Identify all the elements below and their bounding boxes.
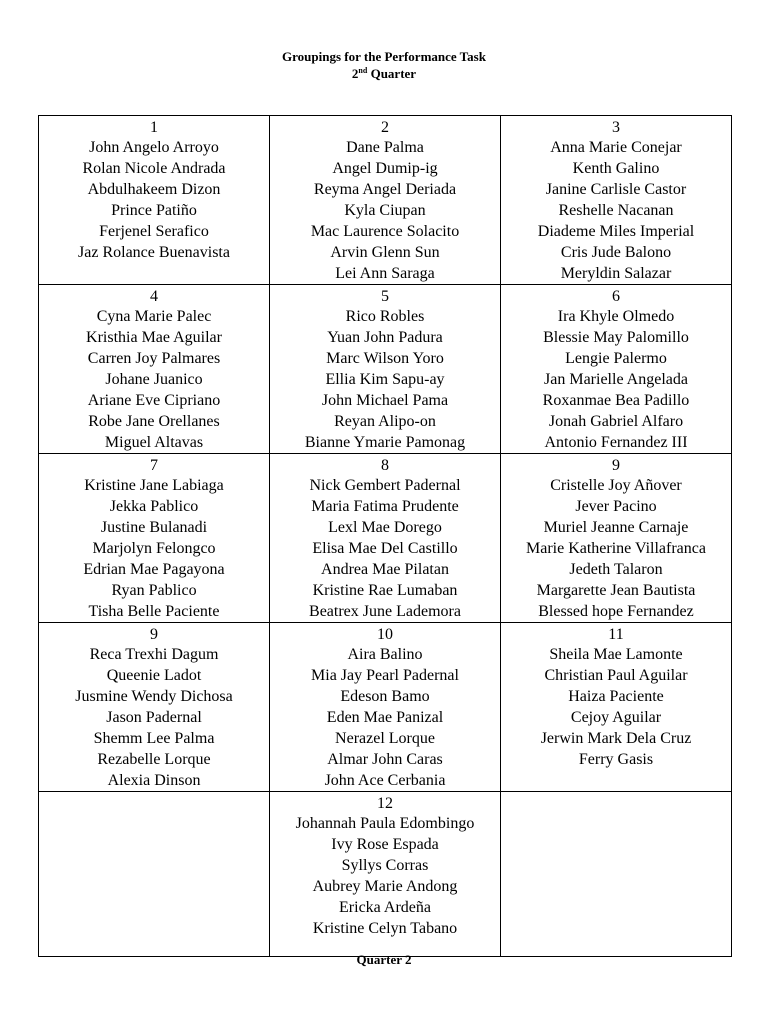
group-member: Christian Paul Aguilar: [544, 667, 688, 684]
group-member: Ferjenel Serafico: [99, 223, 209, 240]
group-number: 6: [612, 288, 620, 305]
group-cell-content: [501, 285, 731, 453]
quarter-word: Quarter: [370, 66, 417, 81]
group-member: Cristelle Joy Añover: [550, 477, 682, 494]
group-member: Ivy Rose Espada: [331, 836, 439, 853]
group-number: 5: [381, 288, 389, 305]
group-member: Roxanmae Bea Padillo: [542, 392, 690, 409]
group-cell-content: [501, 116, 731, 284]
group-member: Sheila Mae Lamonte: [549, 646, 683, 663]
group-cell: [270, 116, 501, 285]
group-member: Anna Marie Conejar: [550, 139, 682, 156]
group-member: Rico Robles: [345, 308, 425, 325]
group-cell-content: [39, 116, 269, 263]
group-member: Kristine Rae Lumaban: [312, 582, 458, 599]
group-member: Antonio Fernandez III: [544, 434, 688, 451]
group-member: Lei Ann Saraga: [335, 265, 435, 282]
group-member: Muriel Jeanne Carnaje: [543, 519, 689, 536]
group-member: Reca Trexhi Dagum: [89, 646, 219, 663]
group-member: Reshelle Nacanan: [558, 202, 674, 219]
group-member: John Angelo Arroyo: [89, 139, 219, 156]
groupings-table-body: [39, 116, 732, 957]
group-member: Meryldin Salazar: [560, 265, 672, 282]
group-member: Elisa Mae Del Castillo: [312, 540, 458, 557]
group-number: 12: [377, 795, 393, 812]
group-member: Nick Gembert Padernal: [309, 477, 461, 494]
group-member: Kristhia Mae Aguilar: [86, 329, 222, 346]
group-member: Jerwin Mark Dela Cruz: [540, 730, 692, 747]
group-member: Cyna Marie Palec: [96, 308, 212, 325]
group-member: Carren Joy Palmares: [87, 350, 221, 367]
quarter-number: 2: [351, 66, 359, 81]
table-row: [39, 792, 732, 957]
group-member: John Ace Cerbania: [324, 772, 446, 789]
group-member: Ericka Ardeña: [339, 899, 431, 916]
group-number: 2: [381, 119, 389, 136]
group-number: 1: [150, 119, 158, 136]
group-number: 9: [150, 626, 158, 643]
group-member: Margarette Jean Bautista: [536, 582, 696, 599]
group-member: Jever Pacino: [575, 498, 657, 515]
table-row: [39, 285, 732, 454]
group-member: Prince Patiño: [111, 202, 197, 219]
group-number: 8: [381, 457, 389, 474]
groupings-table: [38, 115, 732, 957]
group-member: Marc Wilson Yoro: [326, 350, 444, 367]
group-member: Jusmine Wendy Dichosa: [75, 688, 233, 705]
group-member: Maria Fatima Prudente: [311, 498, 459, 515]
group-cell: [501, 116, 732, 285]
document-title-block: [0, 48, 768, 82]
group-member: Beatrex June Lademora: [309, 603, 461, 620]
group-cell: [501, 285, 732, 454]
group-number: 11: [608, 626, 624, 643]
group-member: Ira Khyle Olmedo: [557, 308, 675, 325]
group-member: Jason Padernal: [106, 709, 202, 726]
group-member: Alexia Dinson: [107, 772, 201, 789]
group-member: Kristine Jane Labiaga: [84, 477, 224, 494]
group-member: Jekka Pablico: [109, 498, 199, 515]
group-cell-content: [39, 285, 269, 453]
group-member: Andrea Mae Pilatan: [321, 561, 449, 578]
group-cell: [39, 623, 270, 792]
quarter-ordinal-suffix: nd: [358, 66, 368, 75]
group-member: Nerazel Lorque: [335, 730, 435, 747]
group-member: Cejoy Aguilar: [570, 709, 662, 726]
page-footer: Quarter 2: [356, 952, 412, 967]
group-member: Ariane Eve Cipriano: [87, 392, 221, 409]
group-member: Robe Jane Orellanes: [88, 413, 220, 430]
group-member: Cris Jude Balono: [560, 244, 672, 261]
group-member: Ryan Pablico: [111, 582, 197, 599]
group-cell: [270, 792, 501, 957]
group-member: Kyla Ciupan: [344, 202, 426, 219]
group-cell: [39, 116, 270, 285]
group-cell: [501, 454, 732, 623]
group-member: Aira Balino: [347, 646, 423, 663]
group-member: Eden Mae Panizal: [326, 709, 444, 726]
group-member: Reyan Alipo-on: [334, 413, 436, 430]
group-member: Marie Katherine Villafranca: [526, 540, 706, 557]
group-cell-content: [501, 454, 731, 622]
group-member: Almar John Caras: [327, 751, 443, 768]
group-member: Syllys Corras: [341, 857, 429, 874]
group-cell: [501, 623, 732, 792]
document-title: Groupings for the Performance Task: [282, 49, 486, 64]
group-cell: [39, 454, 270, 623]
group-cell-content: [39, 454, 269, 622]
group-member: Queenie Ladot: [106, 667, 202, 684]
group-member: Abdulhakeem Dizon: [87, 181, 221, 198]
group-member: Shemm Lee Palma: [93, 730, 215, 747]
group-member: Yuan John Padura: [327, 329, 443, 346]
group-member: Janine Carlisle Castor: [545, 181, 687, 198]
group-cell: [270, 623, 501, 792]
group-member: Justine Bulanadi: [100, 519, 208, 536]
group-number: 10: [377, 626, 393, 643]
group-cell-content: [270, 454, 500, 622]
empty-cell: [39, 792, 270, 957]
group-member: Jan Marielle Angelada: [544, 371, 688, 388]
empty-cell: [501, 792, 732, 957]
group-member: Miguel Altavas: [104, 434, 204, 451]
group-cell-content: [270, 116, 500, 284]
document-subtitle: [0, 65, 768, 82]
group-member: Rolan Nicole Andrada: [82, 160, 226, 177]
group-cell-content: [39, 623, 269, 791]
group-member: Jonah Gabriel Alfaro: [548, 413, 684, 430]
group-member: Diademe Miles Imperial: [537, 223, 695, 240]
group-member: Arvin Glenn Sun: [330, 244, 440, 261]
group-member: Lexl Mae Dorego: [328, 519, 442, 536]
group-member: Tisha Belle Paciente: [88, 603, 220, 620]
group-member: Kristine Celyn Tabano: [312, 920, 458, 937]
group-member: Lengie Palermo: [565, 350, 667, 367]
group-member: Blessie May Palomillo: [543, 329, 689, 346]
group-member: Ellia Kim Sapu-ay: [325, 371, 445, 388]
group-member: Blessed hope Fernandez: [538, 603, 694, 620]
group-cell-content: [270, 623, 500, 791]
group-member: Reyma Angel Deriada: [313, 181, 457, 198]
group-member: Angel Dumip-ig: [332, 160, 438, 177]
group-member: Johannah Paula Edombingo: [295, 815, 475, 832]
group-number: 4: [150, 288, 158, 305]
group-member: John Michael Pama: [321, 392, 449, 409]
group-member: Johane Juanico: [105, 371, 203, 388]
group-cell: [270, 285, 501, 454]
group-member: Marjolyn Felongco: [92, 540, 216, 557]
group-number: 7: [150, 457, 158, 474]
group-member: Bianne Ymarie Pamonag: [304, 434, 466, 451]
group-member: Mac Laurence Solacito: [310, 223, 460, 240]
table-row: [39, 623, 732, 792]
group-member: Dane Palma: [346, 139, 424, 156]
group-cell: [39, 285, 270, 454]
group-member: Edrian Mae Pagayona: [83, 561, 225, 578]
group-member: Kenth Galino: [572, 160, 660, 177]
group-member: Ferry Gasis: [578, 751, 654, 768]
group-member: Aubrey Marie Andong: [312, 878, 458, 895]
group-cell: [270, 454, 501, 623]
group-cell-content: [270, 285, 500, 453]
group-number: 3: [612, 119, 620, 136]
group-cell-content: [270, 792, 500, 939]
group-number: 9: [612, 457, 620, 474]
group-member: Rezabelle Lorque: [97, 751, 211, 768]
group-member: Edeson Bamo: [340, 688, 430, 705]
group-cell-content: [501, 623, 731, 770]
group-member: Mia Jay Pearl Padernal: [311, 667, 459, 684]
table-row: [39, 116, 732, 285]
group-member: Haiza Paciente: [568, 688, 664, 705]
table-row: [39, 454, 732, 623]
group-member: Jedeth Talaron: [569, 561, 663, 578]
group-member: Jaz Rolance Buenavista: [78, 244, 230, 261]
